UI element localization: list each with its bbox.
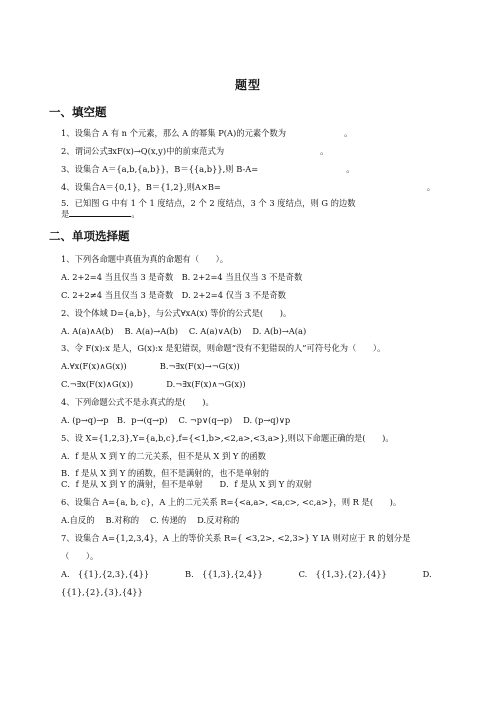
choice-question-3: 3、令 F(x):x 是人，G(x):x 是犯错误，则命题“没有不犯错误的人”可符号化为（ ）。 [61, 343, 386, 353]
question-end: 。 [320, 146, 329, 156]
choice-question-3-options-ab: A.∀x(F(x)∧G(x)) B.¬∃x(F(x)→¬G(x)) [61, 361, 240, 371]
choice-question-3-options-cd: C.¬∃x(F(x)∧G(x)) D.¬∃x(F(x)∧¬G(x)) [61, 379, 246, 389]
fill-question-2 [61, 146, 328, 157]
fill-question-3 [61, 164, 355, 175]
fill-question-5 [61, 198, 356, 209]
choice-question-7-options: A. {{1},{2,3},{4}} B. {{1,3},{2,4}} C. {{1,3},{2},{4}} D. [61, 569, 432, 579]
choice-question-6: 6、设集合 A={a, b, c}，A 上的二元关系 R={<a,a>, <a,c>, <c,a>}，则 R 是( )。 [61, 497, 402, 507]
question-text: 5．已知图 G 中有 1 个 1 度结点，2 个 2 度结点，3 个 3 度结点，则 G 的边数 [61, 198, 356, 208]
question-text: 2、谓词公式∃xF(x)→Q(x,y)中的前束范式为 [61, 146, 225, 156]
choice-question-4-options: A. (p→q)→p B．p→(q→p) C. ¬p∨(q→p) D. (p→q)∨p [61, 415, 291, 425]
choice-question-5-option-a: A．f 是从 X 到 Y 的二元关系，但不是从 X 到 Y 的函数 [61, 451, 266, 461]
choice-question-7-cont: （ ）。 [61, 551, 99, 561]
question-end: 。 [346, 164, 355, 174]
choice-question-5-options-cd: C．f 是从 X 到 Y 的满射，但不是单射 D．f 是从 X 到 Y 的双射 [61, 479, 312, 489]
choice-question-4: 4、下列命题公式不是永真式的是( )。 [61, 397, 214, 407]
choice-question-2-options: A. A(a)∧A(b) B. A(a)→A(b) C. A(a)∨A(b) D. A(b)→A(a) [61, 326, 307, 336]
question-end: 。 [426, 182, 436, 192]
page-title: 题型 [234, 78, 261, 92]
question-end: 。 [344, 128, 353, 138]
section-heading-single-choice: 二、单项选择题 [49, 229, 130, 243]
choice-question-1-options-cd: C. 2+2≠4 当且仅当 3 是奇数 D. 2+2=4 仅当 3 不是奇数 [61, 290, 286, 300]
question-text: 是 [61, 209, 70, 219]
choice-question-5-option-b: B．f 是从 X 到 Y 的函数，但不是满射的，也不是单射的 [61, 468, 269, 478]
choice-question-7-options-cont: {{1},{2},{3},{4}} [61, 587, 143, 597]
question-text: 4、设集合A＝{0,1}，B＝{1,2},则A×B= [61, 182, 221, 192]
choice-question-5: 5、设 X={1,2,3},Y={a,b,c},f={<1,b>,<2,a>,<3,a>},则以下命题正确的是( )。 [61, 433, 394, 443]
choice-question-7: 7、设集合 A={1,2,3,4}，A 上的等价关系 R={ <3,2>, <2,3>} Y IA 则对应于 R 的划分是 [61, 533, 411, 543]
question-text: 3、设集合 A＝{a,b,{a,b}}，B＝{{a,b}},则 B-A= [61, 164, 259, 174]
question-end: 。 [131, 209, 140, 219]
section-heading-fill-in: 一、填空题 [49, 105, 107, 119]
answer-blank [69, 209, 131, 217]
choice-question-1-options-ab: A. 2+2=4 当且仅当 3 是奇数 B. 2+2=4 当且仅当 3 不是奇数 [61, 272, 303, 282]
fill-question-1 [61, 128, 352, 139]
choice-question-6-options: A.自反的 B.对称的 C. 传递的 D.反对称的 [61, 515, 240, 525]
choice-question-1: 1、下列各命题中真值为真的命题有（ ）。 [61, 254, 229, 264]
fill-question-5-cont [61, 209, 140, 220]
choice-question-2: 2、设个体域 D={a,b}，与公式∀xA(x) 等价的公式是( )。 [61, 308, 292, 318]
question-text: 1、设集合 A 有 n 个元素，那么 A 的幂集 P(A)的元素个数为 [61, 128, 287, 138]
fill-question-4 [61, 182, 435, 193]
